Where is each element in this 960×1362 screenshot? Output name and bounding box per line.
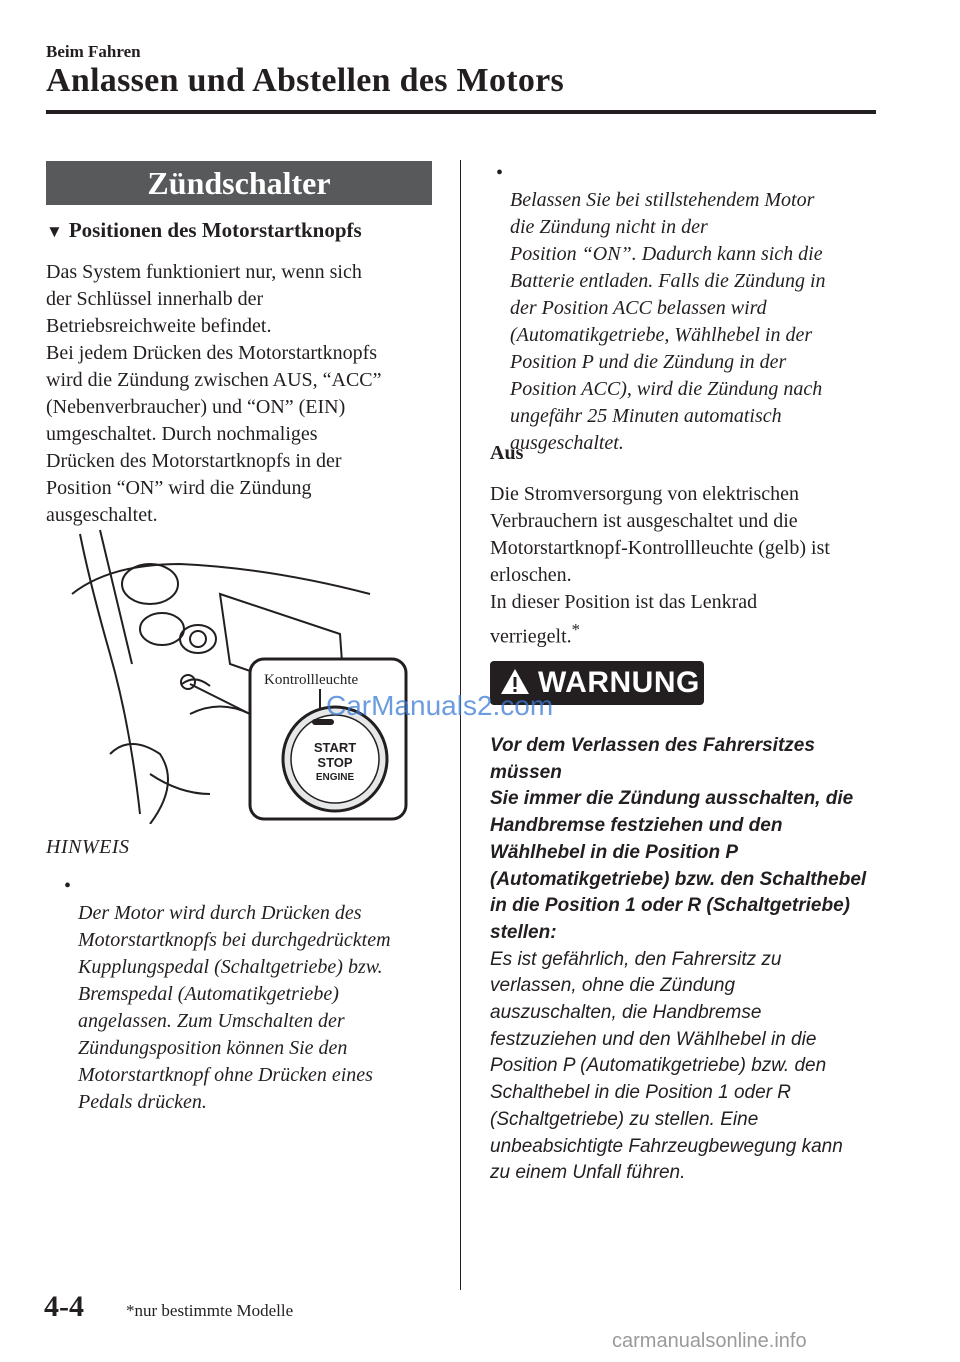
warning-explanation: Es ist gefährlich, den Fahrersitz zu verlassen, ohne die Zündung auszuschalten, die Handbremse festzuziehen und den Wählhebel in die Position P (Automatikgetriebe) bzw. den Schalthebel in die Position 1 oder R (Schaltgetriebe) zu stellen. Eine unbeabsichtigte Fahrzeugbewegung kann zu einem Unfall führen. bbox=[490, 948, 843, 1184]
button-label-start: START bbox=[313, 740, 357, 755]
button-label-stop: STOP bbox=[317, 755, 353, 770]
footnote-marker: * bbox=[571, 620, 580, 639]
subheading-text: Positionen des Motorstartknopfs bbox=[68, 218, 362, 242]
callout-label: Kontrollleuchte bbox=[264, 672, 359, 688]
note-text: Belassen Sie bei stillstehendem Motor die Zündung nicht in der Position “ON”. Dadurch kann sich die Batterie entladen. Falls die Zündung in der Position ACC belassen wird (Automatikgetriebe, Wählhebel in der Position P und die Zündung in der Position ACC), wird die Zündung nach ungefähr 25 Minuten automatisch ausgeschaltet. bbox=[510, 189, 826, 454]
footnote: *nur bestimmte Modelle bbox=[126, 1301, 294, 1320]
header-rule bbox=[46, 110, 876, 114]
bullet-icon: • bbox=[64, 875, 72, 897]
column-divider bbox=[460, 160, 461, 1290]
warning-text bbox=[490, 733, 880, 1187]
dashboard-illustration bbox=[70, 524, 410, 824]
warning-instruction: Vor dem Verlassen des Fahrersitzes müssen Sie immer die Zündung ausschalten, die Handbremse festziehen und den Wählhebel in die Position P (Automatikgetriebe) bzw. den Schalthebel in die Position 1 oder R (Schaltgetriebe) stellen: bbox=[490, 735, 867, 943]
button-label-engine: ENGINE bbox=[315, 772, 355, 783]
subheading bbox=[46, 218, 362, 243]
aus-paragraph bbox=[490, 481, 880, 651]
note-item bbox=[496, 160, 880, 457]
site-watermark: carmanualsonline.info bbox=[612, 1330, 807, 1352]
note-title: HINWEIS bbox=[46, 836, 130, 858]
note-item bbox=[64, 873, 438, 1116]
note-text: Der Motor wird durch Drücken des Motorstartknopfs bei durchgedrücktem Kupplungspedal (Schaltgetriebe) bzw. Bremspedal (Automatikgetriebe) angelassen. Zum Umschalten der Zündungsposition können Sie den Motorstartknopf ohne Drücken eines Pedals drücken. bbox=[78, 902, 391, 1113]
intro-paragraph: Das System funktioniert nur, wenn sich der Schlüssel innerhalb der Betriebsreichweite befindet. Bei jedem Drücken des Motorstartknopfs wird die Zündung zwischen AUS, “ACC” (Nebenverbraucher) und “ON” (EIN) umgeschaltet. Durch nochmaliges Drücken des Motorstartknopfs in der Position “ON” wird die Zündung ausgeschaltet. bbox=[46, 261, 382, 526]
warning-label: WARNUNG bbox=[538, 666, 700, 699]
page-number: 4-4 bbox=[44, 1290, 84, 1323]
aus-text: Die Stromversorgung von elektrischen Verbrauchern ist ausgeschaltet und die Motorstartknopf-Kontrollleuchte (gelb) ist erloschen. In dieser Position ist das Lenkrad verriegelt. bbox=[490, 483, 830, 648]
overlay-watermark: CarManuals2.com bbox=[326, 690, 554, 721]
bullet-icon: • bbox=[496, 162, 504, 184]
aus-heading: Aus bbox=[490, 442, 524, 464]
triangle-bullet-icon: ▼ bbox=[46, 222, 63, 241]
section-banner: Zündschalter bbox=[46, 161, 432, 205]
chapter-kicker: Beim Fahren bbox=[46, 42, 141, 61]
page-title: Anlassen und Abstellen des Motors bbox=[46, 62, 565, 99]
